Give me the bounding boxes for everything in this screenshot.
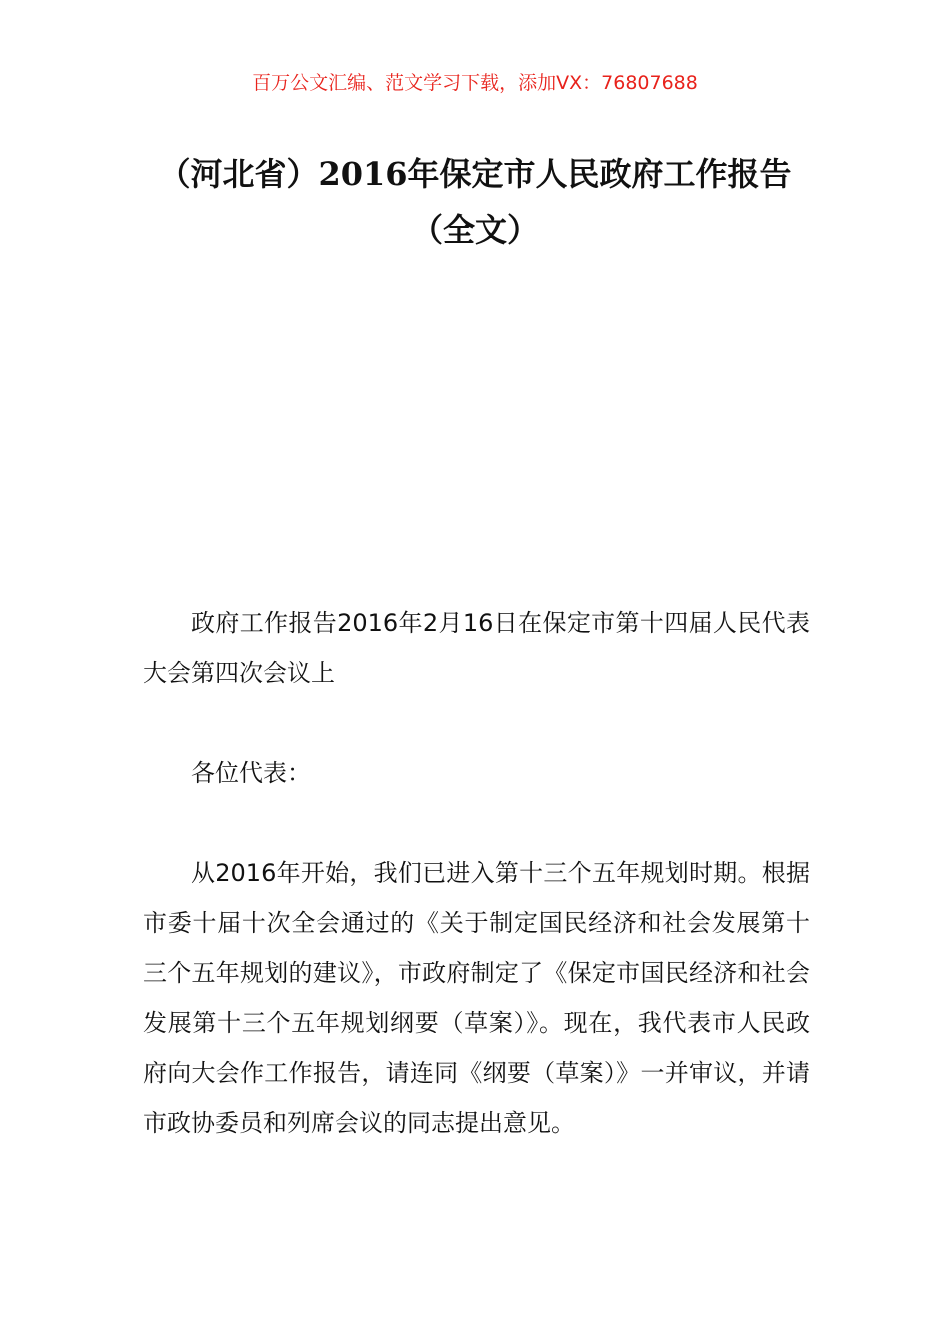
- paragraph-salutation: 各位代表：: [191, 759, 311, 787]
- paragraph-meeting-info: 政府工作报告2016年2月16日在保定市第十四届人民代表大会第四次会议上: [143, 609, 810, 687]
- paragraph-2-block: [143, 748, 810, 798]
- header-note: 百万公文汇编、范文学习下载，添加VX：76807688: [252, 72, 698, 94]
- paragraph-3-block: [143, 848, 810, 1148]
- paragraph-1-block: [143, 598, 810, 698]
- paragraph-opening: 从2016年开始，我们已进入第十三个五年规划时期。根据市委十届十次全会通过的《关于制定国民经济和社会发展第十三个五年规划的建议》，市政府制定了《保定市国民经济和社会发展第十三个五年规划纲要（草案）》。现在，我代表市人民政府向大会作工作报告，请连同《纲要（草案）》一并审议，并请市政协委员和列席会议的同志提出意见。: [143, 859, 810, 1137]
- document-title: （河北省）2016年保定市人民政府工作报告（全文）: [158, 155, 792, 249]
